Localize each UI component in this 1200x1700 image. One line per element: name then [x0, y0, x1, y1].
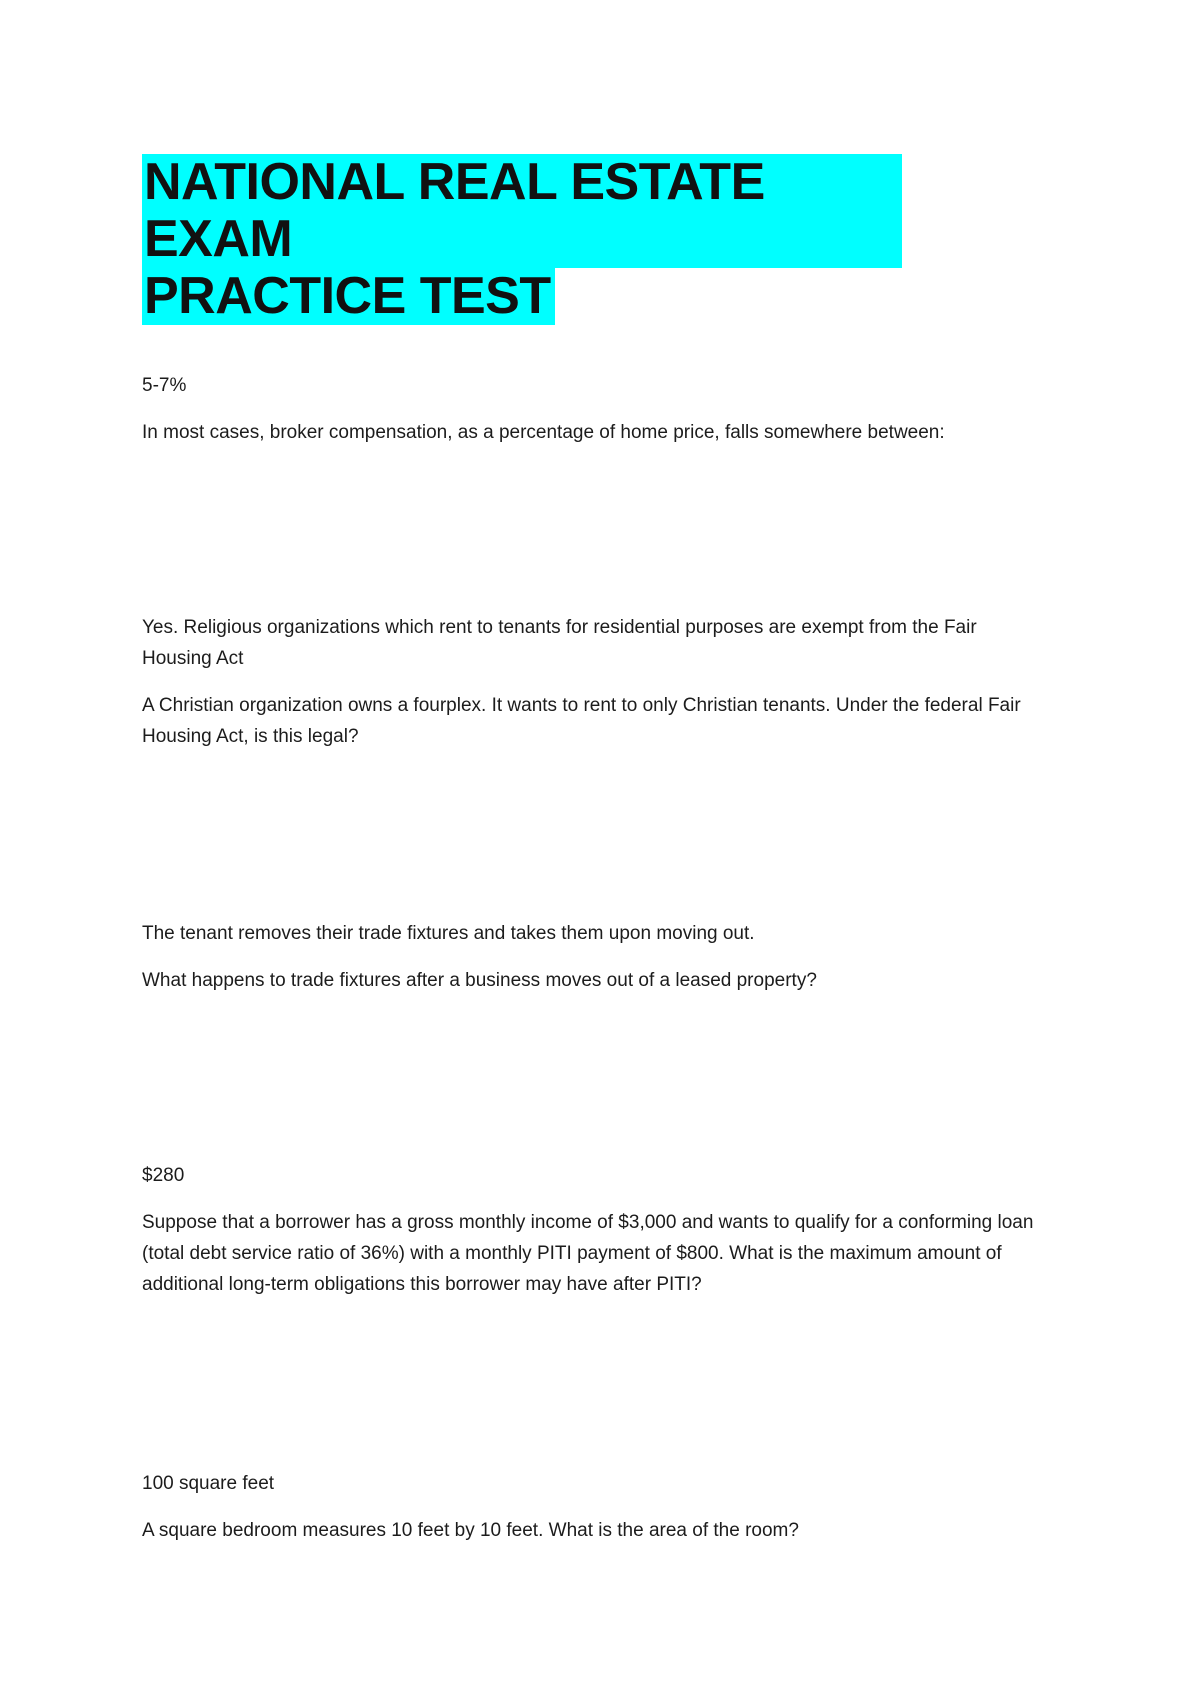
flashcard-5 — [142, 1468, 1042, 1546]
card-question: Suppose that a borrower has a gross monthly income of $3,000 and wants to qualify for a conforming loan (total debt service ratio of 36%) with a monthly PITI payment of $800. What is the maximum amount of additional long-term obligations this borrower may have after PITI? — [142, 1212, 1034, 1295]
card-answer: 100 square feet — [142, 1473, 275, 1494]
flashcard-2 — [142, 612, 1042, 752]
card-answer: $280 — [142, 1165, 185, 1186]
card-answer: The tenant removes their trade fixtures and takes them upon moving out. — [142, 923, 755, 944]
card-question: A square bedroom measures 10 feet by 10 feet. What is the area of the room? — [142, 1520, 799, 1541]
title-line-2: PRACTICE TEST — [142, 268, 555, 325]
flashcard-3 — [142, 918, 1042, 996]
document-title — [142, 154, 902, 325]
title-line-1: NATIONAL REAL ESTATE EXAM — [142, 154, 902, 268]
flashcard-4 — [142, 1160, 1042, 1300]
card-question: In most cases, broker compensation, as a percentage of home price, falls somewhere between: — [142, 422, 945, 443]
card-question: What happens to trade fixtures after a business moves out of a leased property? — [142, 970, 817, 991]
card-answer: 5-7% — [142, 375, 187, 396]
card-answer: Yes. Religious organizations which rent to tenants for residential purposes are exempt from the Fair Housing Act — [142, 617, 977, 669]
card-question: A Christian organization owns a fourplex. It wants to rent to only Christian tenants. Under the federal Fair Housing Act, is this legal? — [142, 695, 1021, 747]
flashcard-1 — [142, 370, 1042, 448]
